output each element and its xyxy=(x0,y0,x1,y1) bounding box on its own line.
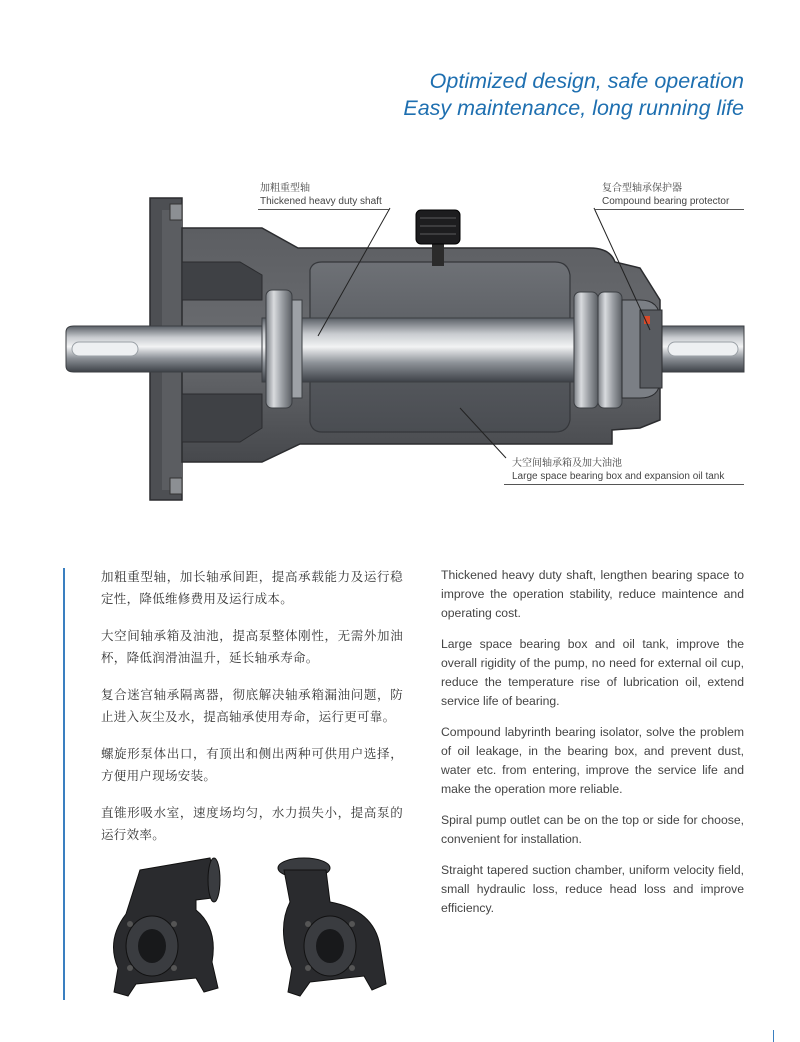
feature-cn-3: 复合迷宫轴承隔离器，彻底解决轴承箱漏油问题，防止进入灰尘及水，提高轴承使用寿命，运行更可靠。 xyxy=(101,687,403,724)
feature-cn-5: 直锥形吸水室，速度场均匀，水力损失小，提高泵的运行效率。 xyxy=(101,805,403,842)
headline-line-1: Optimized design, safe operation xyxy=(429,69,744,93)
pump-casing-side-outlet xyxy=(114,858,221,996)
callout-protector-cn: 复合型轴承保护器 xyxy=(602,183,682,194)
callout-shaft xyxy=(260,182,382,208)
callout-bearing-box-en: Large space bearing box and expansion oil tank xyxy=(512,471,725,482)
pump-casing-top-outlet xyxy=(278,858,386,996)
features-chinese xyxy=(101,566,403,861)
callout-bearing-box-rule xyxy=(504,484,744,485)
pump-casing-images xyxy=(100,850,420,1010)
bearing-right-2 xyxy=(598,292,622,408)
feature-en-3: Compound labyrinth bearing isolator, solve the problem of oil leakage, in the bearing box, and prevent dust, water etc. from entering, improve the service life and make the operation more reliable. xyxy=(441,725,744,796)
flange-bolt-bottom xyxy=(170,478,182,494)
bearing-right-1 xyxy=(574,292,598,408)
callout-shaft-en: Thickened heavy duty shaft xyxy=(260,196,382,207)
feature-en-4: Spiral pump outlet can be on the top or side for choose, convenient for installation. xyxy=(441,813,744,846)
feature-en-2: Large space bearing box and oil tank, improve the overall rigidity of the pump, no need for external oil cup, reduce the temperature rise of lubrication oil, extend service life of bearing. xyxy=(441,637,744,708)
callout-shaft-cn: 加粗重型轴 xyxy=(260,183,310,194)
callout-protector-en: Compound bearing protector xyxy=(602,196,730,207)
feature-cn-4: 螺旋形泵体出口，有顶出和侧出两种可供用户选择，方便用户现场安装。 xyxy=(101,746,403,783)
headline-line-2: Easy maintenance, long running life xyxy=(403,96,744,120)
callout-protector-rule xyxy=(594,209,744,210)
callout-protector xyxy=(602,182,729,208)
keyway-right xyxy=(668,342,738,356)
page-marker xyxy=(773,1030,774,1042)
feature-cn-2: 大空间轴承箱及油池，提高泵整体刚性，无需外加油杯，降低润滑油温升，延长轴承寿命。 xyxy=(101,628,403,665)
feature-en-1: Thickened heavy duty shaft, lengthen bearing space to improve the operation stability, reduce maintence and operating cost. xyxy=(441,568,744,620)
flange-bolt-top xyxy=(170,204,182,220)
feature-cn-1: 加粗重型轴，加长轴承间距，提高承载能力及运行稳定性，降低维修费用及运行成本。 xyxy=(101,569,403,606)
callout-bearing-box xyxy=(512,457,724,483)
feature-en-5: Straight tapered suction chamber, uniform velocity field, small hydraulic loss, reduce head loss and improve efficiency. xyxy=(441,863,744,915)
callout-shaft-rule xyxy=(258,209,390,210)
features-english xyxy=(441,566,744,930)
keyway-left xyxy=(72,342,138,356)
callout-bearing-box-cn: 大空间轴承箱及加大油池 xyxy=(512,458,622,469)
bearing-left xyxy=(266,290,292,408)
accent-bar xyxy=(63,568,65,1000)
